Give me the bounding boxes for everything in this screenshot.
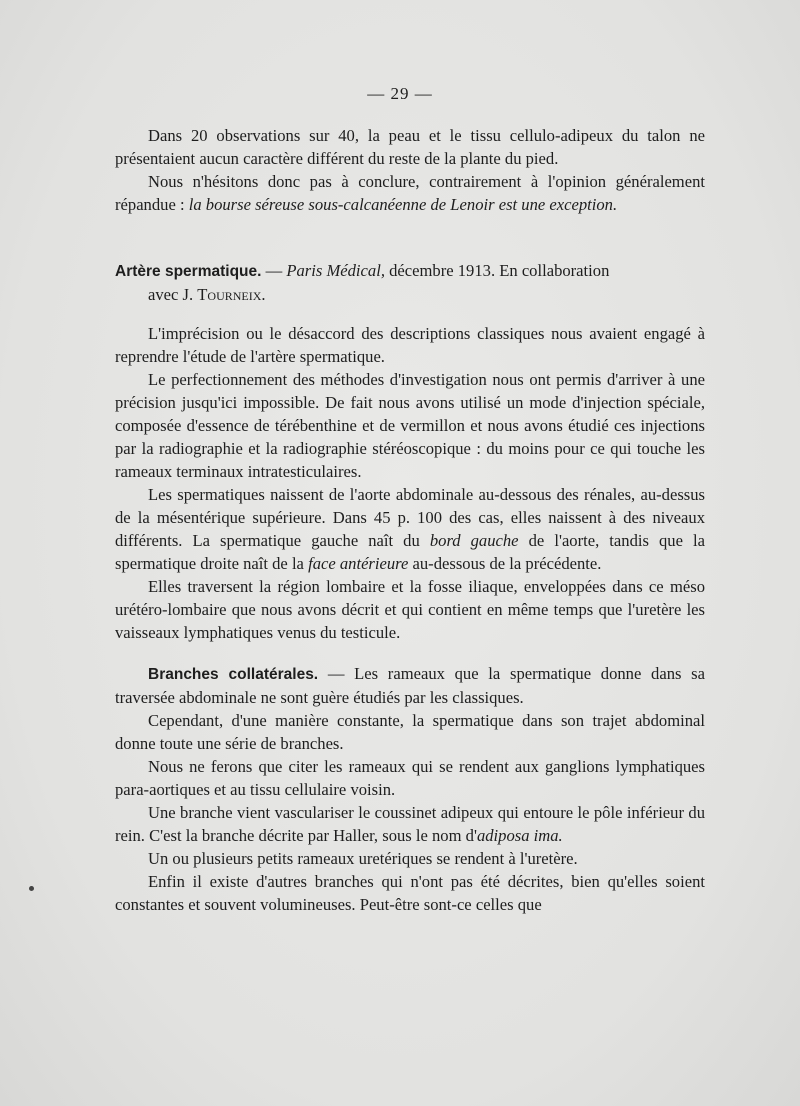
- margin-dot: [29, 886, 34, 891]
- entry-author: Tourneix.: [197, 285, 266, 304]
- paragraph: Le perfectionnement des méthodes d'investigation nous ont permis d'arriver à une précision jusqu'ici impossible. De fait nous avons utilisé un mode d'injection spéciale, composée d'essence de térébenthine et de vermillon et nous avons étudié ces injections par la radiographie et la radiographie stéréoscopique : du moins pour ce qui touche les rameaux terminaux intratesticulaires.: [115, 370, 705, 481]
- paragraph: Nous ne ferons que citer les rameaux qui se rendent aux ganglions lymphatiques para-aortiques et au tissu cellulaire voisin.: [115, 757, 705, 799]
- paragraph: Elles traversent la région lombaire et la fosse iliaque, enveloppées dans ce méso urétéro-lombaire que nous avons décrit et qui contient en même temps que l'uretère les vaisseaux lymphatiques venus du testicule.: [115, 577, 705, 642]
- conclusion-italic: la bourse séreuse sous-calcanéenne de Lenoir est une exception.: [188, 195, 618, 214]
- paragraph: Un ou plusieurs petits rameaux uretériques se rendent à l'uretère.: [148, 849, 578, 868]
- paragraph: Une branche vient vasculariser le coussinet adipeux qui entoure le pôle inférieur du rein. C'est la branche décrite par Haller, sous le nom d'adiposa ima.: [115, 803, 705, 845]
- section-paragraph: Branches collatérales. — Les rameaux que la spermatique donne dans sa traversée abdominale ne sont guère étudiés par les classiques.: [115, 664, 705, 707]
- entry-title: Artère spermatique.: [115, 263, 262, 280]
- paragraph: Enfin il existe d'autres branches qui n'ont pas été décrites, bien qu'elles soient constantes et souvent volumineuses. Peut-être sont-ce celles que: [115, 872, 705, 914]
- paragraph: Dans 20 observations sur 40, la peau et le tissu cellulo-adipeux du talon ne présentaient aucun caractère différent du reste de la plante du pied.: [115, 126, 705, 168]
- section-heading: Branches collatérales.: [148, 666, 319, 683]
- paragraph: L'imprécision ou le désaccord des descriptions classiques nous avaient engagé à reprendre l'étude de l'artère spermatique.: [115, 324, 705, 366]
- bibliography-entry: Artère spermatique. — Paris Médical, décembre 1913. En collaboration: [115, 261, 610, 280]
- paragraph: Cependant, d'une manière constante, la spermatique dans son trajet abdominal donne toute une série de branches.: [115, 711, 705, 753]
- page-body: [115, 124, 705, 916]
- page-number: — 29 —: [367, 84, 433, 103]
- entry-coauthor: avec J. Tourneix.: [148, 285, 266, 304]
- entry-journal: Paris Médical,: [286, 261, 385, 280]
- paragraph: Les spermatiques naissent de l'aorte abdominale au-dessous des rénales, au-dessus de la mésentérique supérieure. Dans 45 p. 100 des cas, elles naissent à des niveaux différents. La spermatique gauche naît du bord gauche de l'aorte, tandis que la spermatique droite naît de la face antérieure au-dessous de la précédente.: [115, 485, 705, 573]
- paragraph: Nous n'hésitons donc pas à conclure, contrairement à l'opinion généralement répandue : la bourse séreuse sous-calcanéenne de Lenoir est une exception.: [115, 172, 705, 214]
